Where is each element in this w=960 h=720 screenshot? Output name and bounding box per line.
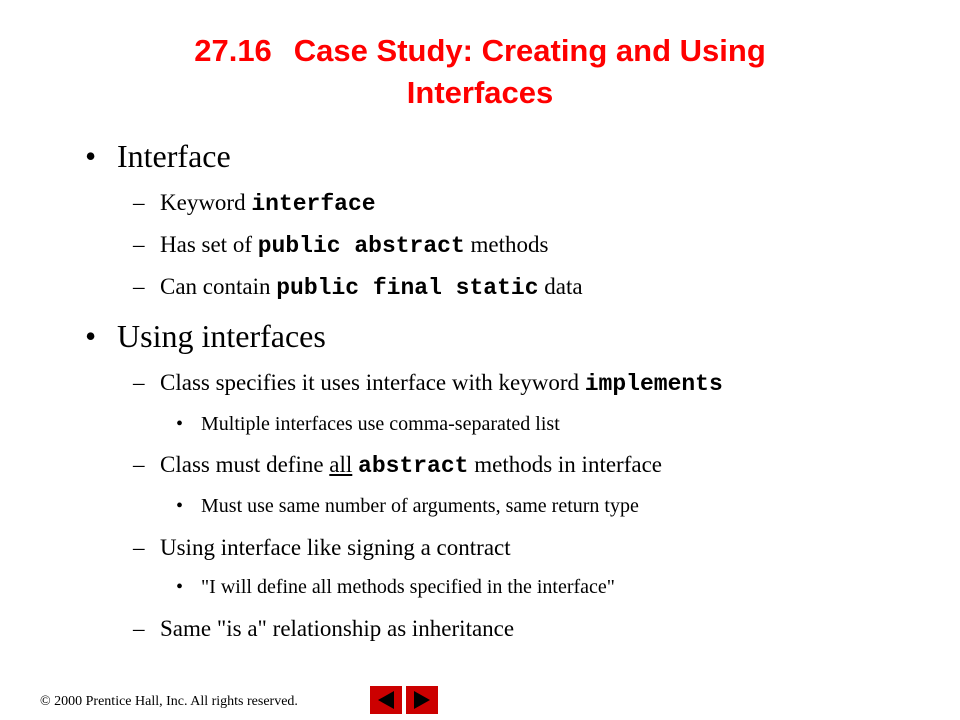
subsub-bullet-quote (176, 576, 615, 599)
dash-marker: – (133, 232, 145, 257)
bullet-interface (85, 138, 231, 175)
bullet-text: Interface (117, 138, 231, 174)
sub-bullet-implements (133, 370, 723, 397)
next-slide-button[interactable] (406, 686, 438, 714)
sub-bullet-data (133, 274, 583, 301)
subsub-bullet-arguments (176, 495, 639, 518)
slide-title-line1 (0, 30, 960, 72)
dash-marker: – (133, 274, 145, 299)
text: Keyword (160, 190, 246, 215)
small-bullet-marker: • (176, 576, 184, 598)
text: Multiple interfaces use comma-separated list (201, 413, 560, 435)
code-abstract: abstract (358, 453, 469, 479)
dash-marker: – (133, 370, 145, 395)
code-implements: implements (584, 371, 723, 397)
text: Can contain (160, 274, 271, 299)
dash-marker: – (133, 452, 145, 477)
small-bullet-marker: • (176, 495, 184, 517)
slide-title-line2: Interfaces (406, 75, 554, 110)
sub-bullet-is-a (133, 616, 514, 642)
bullet-marker: • (85, 138, 97, 174)
sub-bullet-contract (133, 535, 511, 561)
text: "I will define all methods specified in the interface" (201, 576, 615, 598)
text: Has set of (160, 232, 252, 257)
slide-title (0, 30, 960, 114)
copyright-text: 2000 Prentice Hall, Inc. All rights reserved. (54, 694, 298, 709)
small-bullet-marker: • (176, 413, 184, 435)
text: Must use same number of arguments, same return type (201, 495, 639, 517)
copyright-icon: © (40, 694, 51, 709)
emphasis-all: all (329, 452, 353, 477)
text: Class specifies it uses interface with keyword (160, 370, 579, 395)
triangle-left-icon (370, 686, 402, 714)
subsub-bullet-comma-list (176, 413, 560, 436)
sub-bullet-define-all (133, 452, 662, 479)
bullet-text: Using interfaces (117, 318, 326, 354)
section-number: 27.16 (194, 33, 272, 68)
prev-slide-button[interactable] (370, 686, 402, 714)
text: methods in interface (474, 452, 662, 477)
code-interface: interface (251, 191, 376, 217)
bullet-marker: • (85, 318, 97, 354)
triangle-right-icon (406, 686, 438, 714)
text: methods (470, 232, 549, 257)
text: data (544, 274, 583, 299)
sub-bullet-methods (133, 232, 548, 259)
dash-marker: – (133, 616, 145, 641)
text: Using interface like signing a contract (160, 535, 511, 560)
code-public-final-static: public final static (276, 275, 539, 301)
copyright-footer (40, 694, 298, 710)
text: Class must define (160, 452, 324, 477)
code-public-abstract: public abstract (257, 233, 465, 259)
sub-bullet-keyword (133, 190, 376, 217)
title-text-1: Case Study: Creating and Using (293, 33, 766, 68)
dash-marker: – (133, 190, 145, 215)
bullet-using-interfaces (85, 318, 326, 355)
text: Same "is a" relationship as inheritance (160, 616, 515, 641)
dash-marker: – (133, 535, 145, 560)
